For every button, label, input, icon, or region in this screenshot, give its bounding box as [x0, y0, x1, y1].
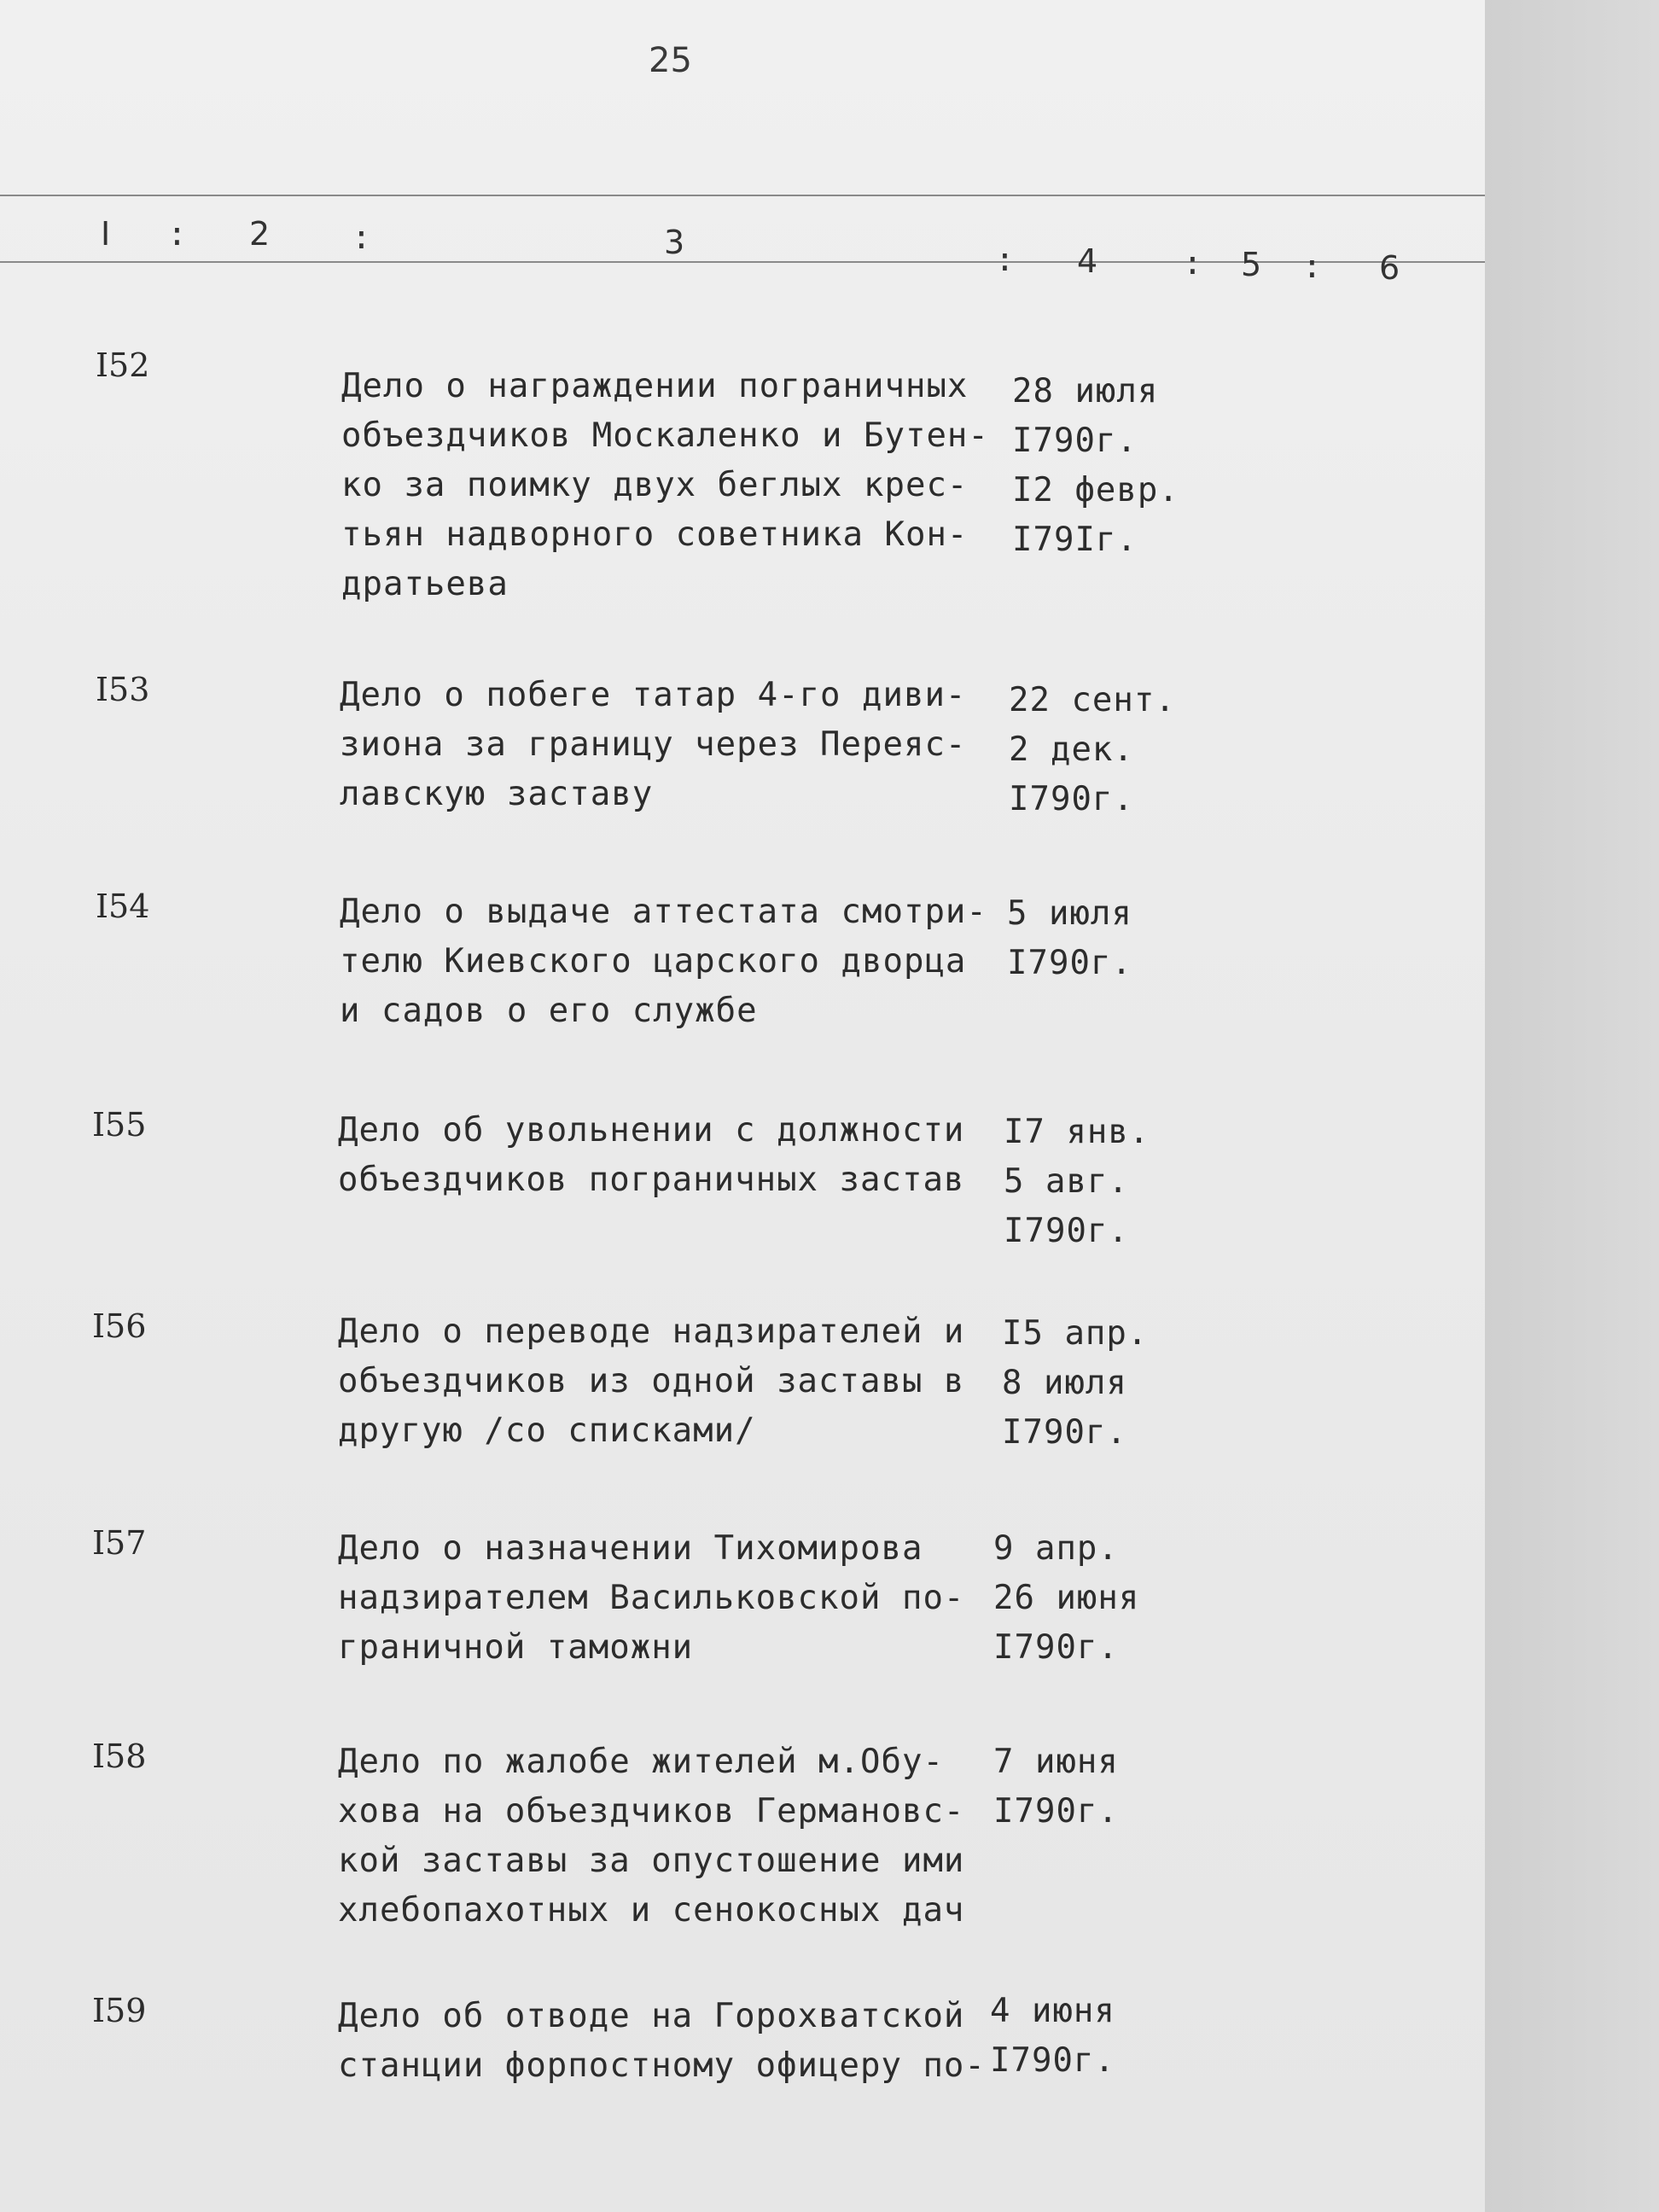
entry-number: I58: [92, 1738, 147, 1775]
entry-title: [341, 362, 989, 609]
title-line: телю Киевского царского дворца: [340, 942, 967, 981]
date-line: I79Iг.: [1012, 521, 1138, 559]
title-line: Дело об увольнении с должности: [338, 1111, 965, 1150]
entry-dates: [1012, 367, 1179, 565]
title-line: тьян надворного советника Кон-: [341, 515, 969, 554]
entry-title: [340, 888, 987, 1036]
title-line: Дело о выдаче аттестата смотри-: [340, 893, 987, 931]
date-line: 2 дек.: [1009, 731, 1134, 769]
title-line: Дело по жалобе жителей м.Обу-: [338, 1743, 944, 1781]
entry-title: [338, 1307, 964, 1456]
title-line: объездчиков пограничных застав: [338, 1161, 965, 1199]
entry-dates: [1002, 1309, 1148, 1458]
entry-number: I59: [92, 1992, 147, 2029]
column-separator: :: [1302, 247, 1322, 285]
entry-title: [338, 1738, 964, 1936]
title-line: объездчиков из одной заставы в: [338, 1362, 965, 1400]
entry-dates: [993, 1738, 1119, 1837]
title-line: зиона за границу через Переяс-: [340, 725, 967, 764]
column-separator: :: [995, 241, 1015, 278]
title-line: хова на объездчиков Германовс-: [338, 1792, 965, 1831]
entry-title: [338, 1992, 986, 2091]
date-line: I790г.: [1012, 422, 1138, 460]
title-line: ко за поимку двух беглых крес-: [341, 466, 969, 504]
entry-dates: [993, 1524, 1139, 1673]
date-line: 5 авг.: [1004, 1162, 1129, 1201]
title-line: станции форпостному офицеру по-: [338, 2046, 986, 2085]
date-line: I7 янв.: [1004, 1113, 1150, 1151]
entry-number: I55: [92, 1106, 147, 1144]
title-line: Дело о переводе надзирателей и: [338, 1313, 965, 1351]
date-line: I790г.: [1007, 944, 1132, 982]
entry-title: [338, 1524, 964, 1673]
entry-dates: [990, 1987, 1115, 2086]
title-line: хлебопахотных и сенокосных дач: [338, 1891, 965, 1930]
column-header-3: 3: [664, 224, 685, 261]
title-line: Дело об отводе на Горохватской: [338, 1997, 965, 2035]
title-line: дратьева: [341, 565, 509, 603]
title-line: граничной таможни: [338, 1628, 694, 1667]
column-header-4: 4: [1077, 242, 1098, 280]
column-header-1: I: [101, 215, 111, 253]
date-line: I790г.: [990, 2041, 1115, 2080]
date-line: 9 апр.: [993, 1529, 1119, 1568]
header-rule-top: [0, 195, 1485, 196]
header-rule-bottom: [0, 261, 1485, 263]
entry-title: [338, 1106, 964, 1205]
date-line: I5 апр.: [1002, 1314, 1149, 1353]
title-line: кой заставы за опустошение ими: [338, 1842, 965, 1880]
entry-title: [340, 671, 966, 819]
column-header-2: 2: [249, 215, 271, 253]
title-line: Дело о побеге татар 4-го диви-: [340, 676, 967, 714]
entry-dates: [1004, 1108, 1150, 1256]
date-line: 8 июля: [1002, 1364, 1127, 1402]
entry-number: I56: [92, 1307, 147, 1345]
title-line: Дело о назначении Тихомирова: [338, 1529, 923, 1568]
title-line: другую /со списками/: [338, 1412, 756, 1450]
entry-number: I52: [96, 346, 150, 384]
date-line: I790г.: [993, 1792, 1119, 1831]
date-line: I790г.: [993, 1628, 1119, 1667]
entry-dates: [1007, 889, 1132, 988]
title-line: лавскую заставу: [340, 775, 654, 813]
title-line: объездчиков Москаленко и Бутен-: [341, 416, 989, 455]
entry-number: I54: [96, 888, 150, 925]
title-line: надзирателем Васильковской по-: [338, 1579, 965, 1617]
date-line: 7 июня: [993, 1743, 1119, 1781]
date-line: 26 июня: [993, 1579, 1140, 1617]
column-header-5: 5: [1241, 246, 1262, 283]
date-line: 4 июня: [990, 1992, 1115, 2030]
date-line: 22 сент.: [1009, 681, 1176, 719]
column-header-6: 6: [1379, 249, 1400, 287]
column-separator: :: [1183, 244, 1202, 282]
column-separator: :: [167, 215, 187, 253]
date-line: I2 февр.: [1012, 471, 1179, 509]
entry-dates: [1009, 676, 1176, 824]
date-line: 5 июля: [1007, 894, 1132, 933]
page-number: 25: [649, 41, 692, 80]
title-line: и садов о его службе: [340, 992, 758, 1030]
page-edge: [1485, 0, 1659, 2212]
entry-number: I53: [96, 671, 150, 708]
title-line: Дело о награждении пограничных: [341, 367, 969, 405]
date-line: I790г.: [1004, 1212, 1129, 1250]
date-line: I790г.: [1009, 780, 1134, 818]
date-line: 28 июля: [1012, 372, 1159, 410]
entry-number: I57: [92, 1524, 147, 1562]
date-line: I790г.: [1002, 1413, 1127, 1452]
column-separator: :: [352, 218, 371, 256]
